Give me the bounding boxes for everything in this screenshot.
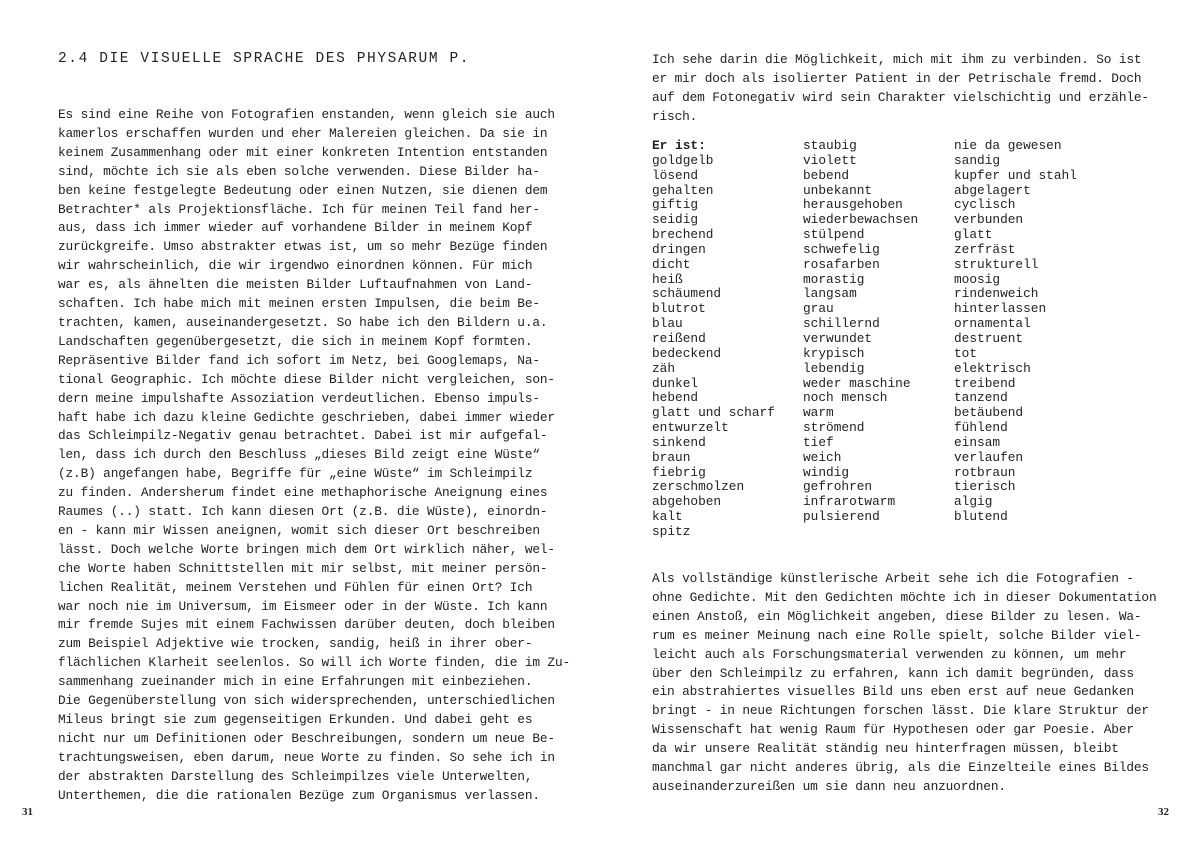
- word-item: rindenweich: [954, 286, 1039, 302]
- text-line: leicht auch als Forschungsmaterial verwenden zu können, um mehr: [652, 646, 1127, 662]
- word-item: krypisch: [803, 345, 865, 361]
- text-line: sammenhang zueinander mich in eine Erfahrungen mit einbeziehen.: [58, 674, 533, 690]
- text-line: Landschaften gegenübergesetzt, die sich in meinem Kopf formten.: [58, 333, 533, 349]
- section-heading: 2.4 DIE VISUELLE SPRACHE DES PHYSARUM P.: [58, 51, 471, 67]
- word-item: destruent: [954, 330, 1024, 346]
- text-line: len, dass ich durch den Beschluss „dieses Bild zeigt eine Wüste“: [58, 447, 540, 463]
- word-item: violett: [803, 152, 857, 168]
- text-line: auf dem Fotonegativ wird sein Charakter vielschichtig und erzähle-: [652, 89, 1149, 105]
- word-item: unbekannt: [803, 182, 873, 198]
- word-item: sandig: [954, 152, 1001, 168]
- word-item: seidig: [652, 212, 699, 228]
- word-item: schwefelig: [803, 241, 880, 257]
- word-item: staubig: [803, 138, 857, 153]
- word-item: fühlend: [954, 420, 1008, 436]
- text-line: Repräsentive Bilder fand ich sofort im Netz, bei Googlemaps, Na-: [58, 352, 540, 368]
- text-line: haft habe ich dazu kleine Gedichte geschrieben, dabei immer wieder: [58, 409, 555, 425]
- text-line: zu finden. Andersherum findet eine methaphorische Aneignung eines: [58, 485, 548, 501]
- text-line: aus, dass ich immer wieder auf vorhandene Bilder in meinem Kopf: [58, 220, 533, 236]
- word-item: weder maschine: [803, 375, 911, 391]
- text-line: Die Gegenüberstellung von sich widersprechenden, unterschiedlichen: [58, 693, 555, 709]
- word-item: weich: [803, 449, 842, 465]
- text-line: war es, als ähnelten die meisten Bilder Luftaufnahmen von Land-: [58, 277, 533, 293]
- word-item: sinkend: [652, 434, 706, 450]
- word-item: warm: [803, 405, 834, 421]
- word-item: algig: [954, 494, 993, 510]
- text-line: ein abstrahiertes visuelles Bild uns eben erst auf neue Gedanken: [652, 684, 1134, 700]
- intro-paragraph: [652, 51, 1149, 127]
- text-line: kamerlos erschaffen wurden und eher Malereien gleichen. Da sie in: [58, 125, 548, 141]
- word-item: rotbraun: [954, 464, 1016, 480]
- text-line: Betrachter* als Projektionsfläche. Ich für meinen Teil fand her-: [58, 201, 540, 217]
- text-line: trachten, kamen, auseinandergesetzt. So habe ich den Bildern u.a.: [58, 314, 548, 330]
- word-item: blutend: [954, 509, 1008, 525]
- text-line: manchmal gar nicht anderes übrig, als die Einzelteile eines Bildes: [652, 760, 1149, 776]
- text-line: Raumes (..) statt. Ich kann diesen Ort (z.B. die Wüste), einordn-: [58, 504, 548, 520]
- word-item: herausgehoben: [803, 197, 903, 213]
- word-item: rosafarben: [803, 256, 880, 272]
- text-line: ohne Gedichte. Mit den Gedichten möchte ich in dieser Dokumentation: [652, 589, 1157, 605]
- text-line: der abstrakten Darstellung des Schleimpilzes viele Unterwelten,: [58, 768, 533, 784]
- word-list-title: Er ist:: [652, 138, 706, 153]
- word-item: glatt: [954, 227, 993, 243]
- word-item: noch mensch: [803, 390, 888, 406]
- word-item: hebend: [652, 390, 699, 406]
- text-line: Mileus bringt sie zum gegenseitigen Erkunden. Und dabei geht es: [58, 712, 533, 727]
- text-line: Unterthemen, die die rationalen Bezüge zum Organismus verlassen.: [58, 787, 540, 803]
- word-column-2: [803, 139, 918, 525]
- word-item: strömend: [803, 420, 865, 436]
- word-item: tief: [803, 434, 834, 450]
- text-line: zum Beispiel Adjektive wie trocken, sandig, heiß in ihrer ober-: [58, 636, 533, 652]
- text-line: lässt. Doch welche Worte bringen mich dem Ort wirklich näher, wel-: [58, 541, 555, 557]
- text-line: Als vollständige künstlerische Arbeit sehe ich die Fotografien -: [652, 571, 1134, 586]
- word-item: zerfräst: [954, 241, 1016, 257]
- word-item: wiederbewachsen: [803, 212, 919, 228]
- page-number-left: 31: [22, 806, 33, 818]
- text-line: ben keine festgelegte Bedeutung oder einen Nutzen, sie dienen dem: [58, 182, 548, 198]
- word-item: morastig: [803, 271, 865, 287]
- text-line: flächlichen Klarheit seelenlos. So will ich Worte finden, die im Zu-: [58, 655, 570, 671]
- word-item: braun: [652, 449, 691, 465]
- word-item: heiß: [652, 271, 683, 287]
- text-line: che Worte haben Schnittstellen mit mir selbst, mit meiner persön-: [58, 560, 548, 576]
- word-item: gehalten: [652, 182, 714, 198]
- text-line: en - kann mir Wissen aneignen, womit sich dieser Ort beschreiben: [58, 522, 540, 538]
- word-item: bebend: [803, 167, 850, 183]
- page-number-right: 32: [1158, 806, 1169, 818]
- right-page: [596, 0, 1191, 842]
- word-column-3: [954, 139, 1077, 525]
- word-item: strukturell: [954, 256, 1039, 272]
- text-line: Wissenschaft hat wenig Raum für Hypothesen oder gar Poesie. Aber: [652, 722, 1134, 738]
- word-item: bedeckend: [652, 345, 722, 361]
- word-item: giftig: [652, 197, 699, 213]
- word-item: kalt: [652, 509, 683, 525]
- word-item: elektrisch: [954, 360, 1031, 376]
- word-item: reißend: [652, 330, 706, 346]
- word-item: zerschmolzen: [652, 479, 745, 495]
- text-line: er mir doch als isolierter Patient in der Petrischale fremd. Doch: [652, 70, 1142, 86]
- word-item: verlaufen: [954, 449, 1024, 465]
- word-item: ornamental: [954, 316, 1031, 332]
- text-line: keinem Zusammenhang oder mit einer konkreten Intention entstanden: [58, 144, 548, 160]
- word-item: blau: [652, 316, 683, 332]
- word-item: abgehoben: [652, 494, 722, 510]
- left-body-text: [58, 106, 570, 806]
- text-line: Es sind eine Reihe von Fotografien enstanden, wenn gleich sie auch: [58, 107, 555, 122]
- word-item: blutrot: [652, 301, 706, 317]
- word-item: dicht: [652, 256, 691, 272]
- text-line: war noch nie im Universum, im Eismeer oder in der Wüste. Ich kann: [58, 598, 548, 614]
- text-line: (z.B) angefangen habe, Begriffe für „eine Wüste“ im Schleimpilz: [58, 466, 533, 482]
- text-line: bringt - in neue Richtungen forschen lässt. Die klare Struktur der: [652, 703, 1149, 719]
- word-item: nie da gewesen: [954, 138, 1062, 153]
- word-item: stülpend: [803, 227, 865, 243]
- word-item: langsam: [803, 286, 857, 302]
- word-item: dunkel: [652, 375, 699, 391]
- word-item: abgelagert: [954, 182, 1031, 198]
- word-item: betäubend: [954, 405, 1024, 421]
- text-line: zurückgreife. Umso abstrakter etwas ist, um so mehr Bezüge finden: [58, 239, 548, 255]
- word-item: windig: [803, 464, 850, 480]
- word-item: zäh: [652, 360, 676, 376]
- word-item: kupfer und stahl: [954, 167, 1077, 183]
- word-item: hinterlassen: [954, 301, 1047, 317]
- word-item: goldgelb: [652, 152, 714, 168]
- word-item: cyclisch: [954, 197, 1016, 213]
- text-line: sind, möchte ich sie als eben solche verwenden. Diese Bilder ha-: [58, 163, 540, 179]
- text-line: schaften. Ich habe mich mit meinen ersten Impulsen, die beim Be-: [58, 296, 540, 312]
- text-line: da wir unsere Realität ständig neu hinterfragen müssen, bleibt: [652, 741, 1119, 757]
- word-item: gefrohren: [803, 479, 873, 495]
- text-line: risch.: [652, 108, 698, 124]
- word-item: infrarotwarm: [803, 494, 896, 510]
- word-item: verwundet: [803, 330, 873, 346]
- word-item: brechend: [652, 227, 714, 243]
- word-item: verbunden: [954, 212, 1024, 228]
- word-item: spitz: [652, 523, 691, 539]
- word-item: entwurzelt: [652, 420, 729, 436]
- text-line: das Schleimpilz-Negativ genau betrachtet. Dabei ist mir aufgefal-: [58, 428, 548, 444]
- text-line: tional Geographic. Ich möchte diese Bilder nicht vergleichen, son-: [58, 371, 555, 387]
- word-item: treibend: [954, 375, 1016, 391]
- word-item: tanzend: [954, 390, 1008, 406]
- text-line: nicht nur um Definitionen oder Beschreibungen, sondern um neue Be-: [58, 730, 555, 746]
- word-item: lösend: [652, 167, 699, 183]
- outro-paragraph: [652, 570, 1157, 797]
- word-item: tierisch: [954, 479, 1016, 495]
- text-line: dern meine impulshafte Assoziation verdeutlichen. Ebenso impuls-: [58, 390, 540, 406]
- word-item: grau: [803, 301, 834, 317]
- word-item: lebendig: [803, 360, 865, 376]
- word-item: moosig: [954, 271, 1001, 287]
- text-line: Ich sehe darin die Möglichkeit, mich mit ihm zu verbinden. So ist: [652, 52, 1142, 67]
- text-line: wir wahrscheinlich, die wir irgendwo einordnen können. Für mich: [58, 258, 533, 274]
- word-item: dringen: [652, 241, 706, 257]
- word-item: einsam: [954, 434, 1001, 450]
- word-item: fiebrig: [652, 464, 706, 480]
- text-line: lichen Realität, meinem Verstehen und Fühlen für einen Ort? Ich: [58, 579, 533, 595]
- text-line: rum es meiner Meinung nach eine Rolle spielt, solche Bilder viel-: [652, 627, 1142, 643]
- word-item: schäumend: [652, 286, 722, 302]
- word-item: pulsierend: [803, 509, 880, 525]
- word-item: glatt und scharf: [652, 405, 775, 421]
- word-column-1: [652, 139, 775, 540]
- text-line: über den Schleimpilz zu erfahren, kann ich damit begründen, dass: [652, 665, 1134, 681]
- text-line: trachtungsweisen, eben darum, neue Worte zu finden. So sehe ich in: [58, 749, 555, 765]
- word-item: schillernd: [803, 316, 880, 332]
- word-item: tot: [954, 345, 978, 361]
- left-page: [0, 0, 595, 842]
- text-line: auseinanderzureißen um sie dann neu anzuordnen.: [652, 778, 1006, 794]
- text-line: mir fremde Sujes mit einem Fachwissen darüber deuten, doch bleiben: [58, 617, 555, 633]
- text-line: einen Anstoß, ein Möglichkeit angeben, diese Bilder zu lesen. Wa-: [652, 608, 1142, 624]
